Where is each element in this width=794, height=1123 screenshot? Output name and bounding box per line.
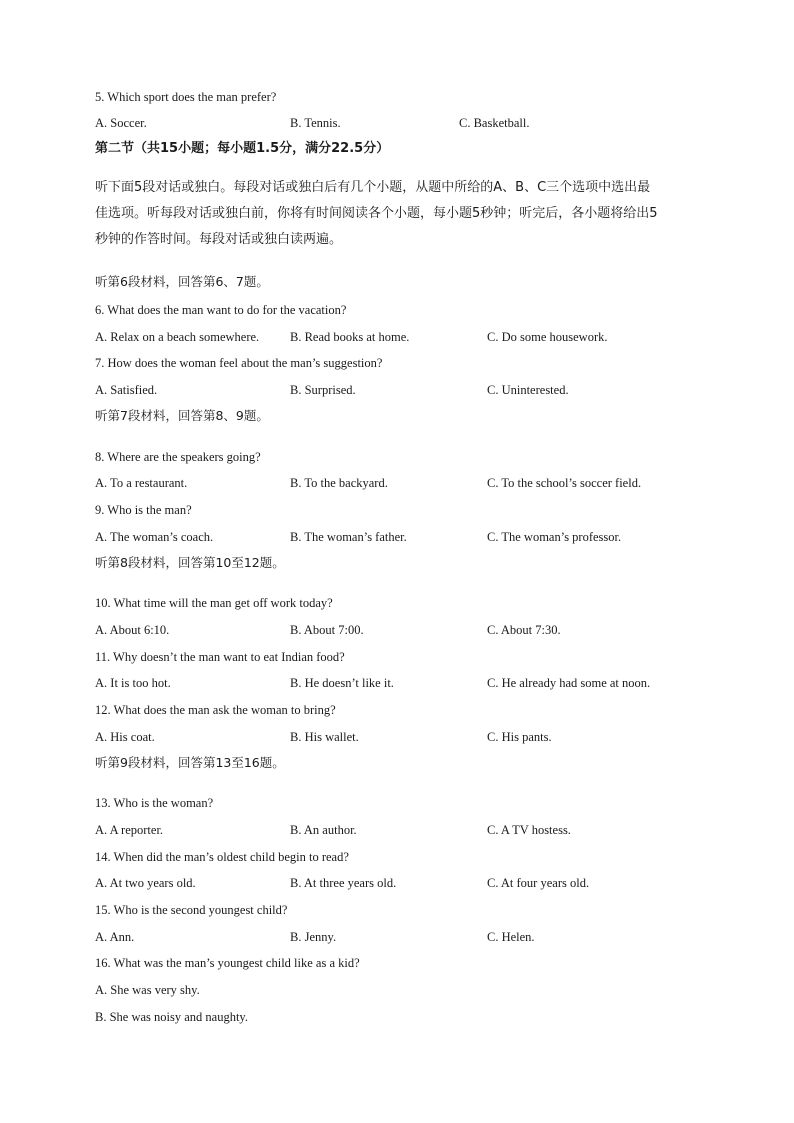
q7-option-b: B. Surprised. bbox=[290, 383, 356, 397]
q10-option-c: C. About 7:30. bbox=[487, 623, 561, 637]
q8-option-c: C. To the school’s soccer field. bbox=[487, 476, 642, 490]
instruction-line-1: 听下面5段对话或独白。每段对话或独白后有几个小题，从题中所给的A、B、C三个选项中选出最 bbox=[95, 180, 651, 195]
instruction-line-3: 秒钟的作答时间。每段对话或独白读两遍。 bbox=[95, 232, 343, 247]
question-8: 8. Where are the speakers going? bbox=[95, 450, 261, 464]
q12-option-a: A. His coat. bbox=[95, 730, 155, 744]
instruction-line-2: 佳选项。听每段对话或独白前，你将有时间阅读各个小题，每小题5秒钟；听完后，各小题将给出5 bbox=[95, 206, 658, 221]
q10-option-a: A. About 6:10. bbox=[95, 623, 170, 637]
q11-option-c: C. He already had some at noon. bbox=[487, 676, 651, 690]
q9-option-c: C. The woman’s professor. bbox=[487, 530, 622, 544]
q14-option-b: B. At three years old. bbox=[290, 876, 397, 890]
q9-option-b: B. The woman’s father. bbox=[290, 530, 407, 544]
question-13: 13. Who is the woman? bbox=[95, 796, 214, 810]
q16-option-b: B. She was noisy and naughty. bbox=[95, 1010, 248, 1024]
question-5: 5. Which sport does the man prefer? bbox=[95, 90, 277, 104]
material-6-label: 听第6段材料，回答第6、7题。 bbox=[95, 274, 269, 289]
q5-option-b: B. Tennis. bbox=[290, 116, 341, 130]
q16-option-a: A. She was very shy. bbox=[95, 983, 200, 997]
q13-option-c: C. A TV hostess. bbox=[487, 823, 571, 837]
q8-option-a: A. To a restaurant. bbox=[95, 476, 188, 490]
q8-option-b: B. To the backyard. bbox=[290, 476, 388, 490]
q6-option-b: B. Read books at home. bbox=[290, 330, 410, 344]
q13-option-a: A. A reporter. bbox=[95, 823, 164, 837]
q11-option-a: A. It is too hot. bbox=[95, 676, 171, 690]
q11-option-b: B. He doesn’t like it. bbox=[290, 676, 394, 690]
material-8-label: 听第8段材料，回答第10至12题。 bbox=[95, 555, 285, 570]
section-instructions bbox=[95, 175, 705, 253]
q7-option-c: C. Uninterested. bbox=[487, 383, 569, 397]
question-10: 10. What time will the man get off work today? bbox=[95, 596, 333, 610]
question-14: 14. When did the man’s oldest child begin to read? bbox=[95, 850, 349, 864]
question-9: 9. Who is the man? bbox=[95, 503, 192, 517]
question-11: 11. Why doesn’t the man want to eat Indian food? bbox=[95, 650, 345, 664]
q13-option-b: B. An author. bbox=[290, 823, 357, 837]
q5-option-c: C. Basketball. bbox=[459, 116, 530, 130]
q12-option-c: C. His pants. bbox=[487, 730, 552, 744]
q6-option-a: A. Relax on a beach somewhere. bbox=[95, 330, 260, 344]
section-heading: 第二节（共15小题；每小题1.5分，满分22.5分） bbox=[95, 141, 390, 156]
q15-option-c: C. Helen. bbox=[487, 930, 535, 944]
q15-option-b: B. Jenny. bbox=[290, 930, 337, 944]
material-9-label: 听第9段材料，回答第13至16题。 bbox=[95, 755, 285, 770]
q10-option-b: B. About 7:00. bbox=[290, 623, 364, 637]
q15-option-a: A. Ann. bbox=[95, 930, 135, 944]
q12-option-b: B. His wallet. bbox=[290, 730, 359, 744]
question-15: 15. Who is the second youngest child? bbox=[95, 903, 288, 917]
question-7: 7. How does the woman feel about the man’s suggestion? bbox=[95, 356, 383, 370]
q6-option-c: C. Do some housework. bbox=[487, 330, 608, 344]
q14-option-a: A. At two years old. bbox=[95, 876, 196, 890]
q9-option-a: A. The woman’s coach. bbox=[95, 530, 214, 544]
q7-option-a: A. Satisfied. bbox=[95, 383, 158, 397]
question-16: 16. What was the man’s youngest child like as a kid? bbox=[95, 956, 360, 970]
q5-option-a: A. Soccer. bbox=[95, 116, 147, 130]
q14-option-c: C. At four years old. bbox=[487, 876, 590, 890]
question-12: 12. What does the man ask the woman to bring? bbox=[95, 703, 336, 717]
material-7-label: 听第7段材料，回答第8、9题。 bbox=[95, 408, 269, 423]
question-6: 6. What does the man want to do for the vacation? bbox=[95, 303, 347, 317]
